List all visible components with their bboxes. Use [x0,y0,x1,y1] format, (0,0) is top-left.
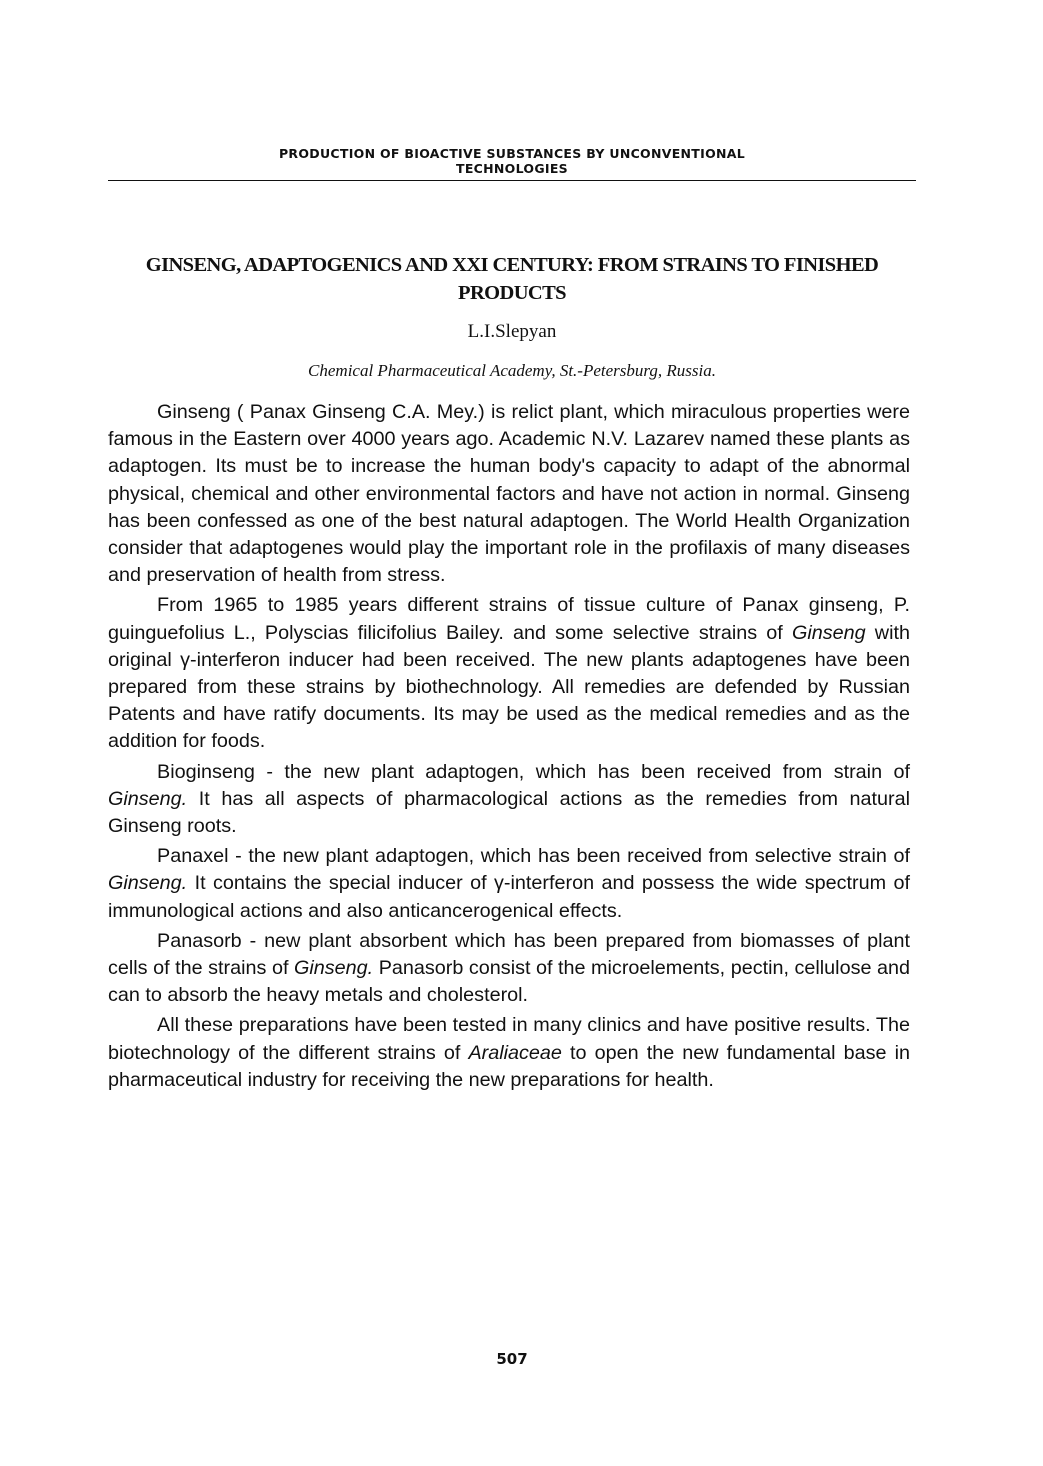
paragraph-4-text-a: Panaxel - the new plant adaptogen, which has been received from selective strain of [157,845,910,868]
paragraph-3-text-a: Bioginseng - the new plant adaptogen, which has been received from strain of [157,760,910,783]
paragraph-4-italic: Ginseng. [108,872,188,895]
running-head-line-2: TECHNOLOGIES [456,161,568,176]
page-number: 507 [496,1350,528,1368]
affiliation: Chemical Pharmaceutical Academy, St.-Petersburg, Russia. [308,361,716,380]
running-head-line-1: PRODUCTION OF BIOACTIVE SUBSTANCES BY UNCONVENTIONAL [278,146,746,161]
paragraph-2-text-b: with original γ-interferon inducer had been received. The new plants adaptogenes have been prepared from these strains by biothechnology. All remedies are defended by Russian Patents and have ratify documents. Its may be used as the medical remedies and as the addition for foods. [108,621,910,753]
paragraph-6 [108,1012,910,1094]
paragraph-4 [108,843,910,925]
header-rule [108,180,916,181]
paragraph-5-text-a: Panasorb - new plant absorbent which has been prepared from biomasses of plant cells of the strains of [108,929,910,980]
author: L.I.Slepyan [467,321,557,342]
paragraph-6-text-a: All these preparations have been tested in many clinics and have positive results. The biotechnology of the different strains of [108,1014,910,1064]
paragraph-2-italic: Ginseng [791,621,866,644]
paragraph-6-italic: Araliaceae [468,1041,562,1064]
running-head [108,146,916,176]
paragraph-3-text-b: It has all aspects of pharmacological actions as the remedies from natural Ginseng roots. [108,787,910,838]
paragraph-1: Ginseng ( Panax Ginseng C.A. Mey.) is relict plant, which miraculous properties were famous in the Eastern over 4000 years ago. Academic N.V. Lazarev named these plants as adaptogen. Its must be to increase the human body's capacity to adapt of the abnormal physical, chemical and other environmental factors and have not action in normal. Ginseng has been confessed as one of the best natural adaptogen. The World Health Organization consider that adaptogenes would play the important role in the profilaxis of many diseases and preservation of health from stress. [108,401,910,587]
paragraph-2-text-a: From 1965 to 1985 years different strains of tissue culture of Panax ginseng, P. guinguefolius L., Polyscias filicifolius Bailey. and some selective strains of [108,594,910,644]
paragraph-5 [108,928,910,1010]
paper-title: GINSENG, ADAPTOGENICS AND XXI CENTURY: FROM STRAINS TO FINISHED PRODUCTS [145,254,879,304]
body-text [108,399,910,1097]
paragraph-5-text-b: Panasorb consist of the microelements, pectin, cellulose and can to absorb the heavy metals and cholesterol. [108,957,911,1007]
paragraph-3-italic: Ginseng. [108,787,188,810]
paragraph-3 [108,759,910,841]
paragraph-5-italic: Ginseng. [293,957,374,980]
paragraph-6-text-b: to open the new fundamental base in pharmaceutical industry for receiving the new preparations for health. [108,1041,910,1091]
paragraph-4-text-b: It contains the special inducer of γ-interferon and possess the wide spectrum of immunological actions and also anticancerogenical effects. [108,872,910,922]
paragraph-2 [108,592,910,755]
